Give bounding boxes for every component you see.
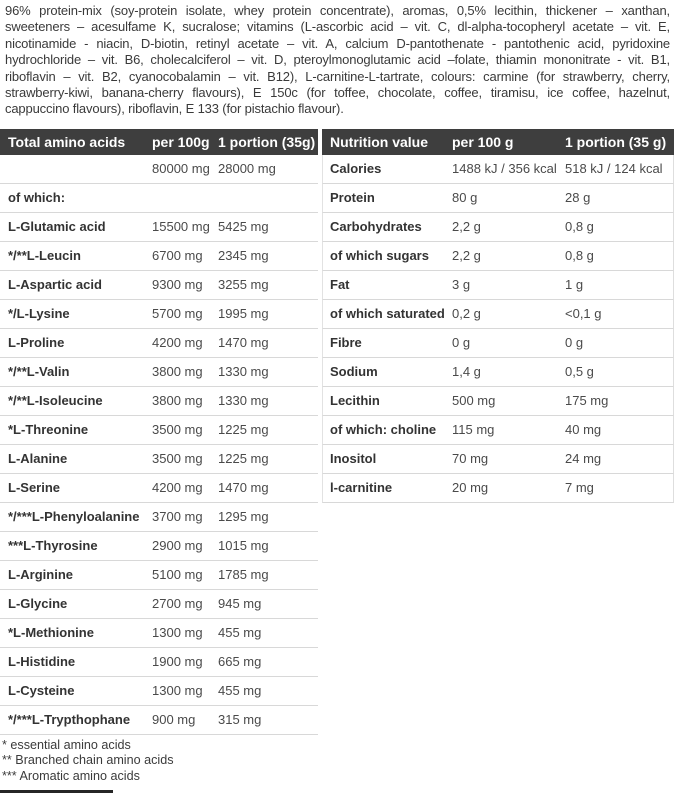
table-row — [0, 300, 318, 329]
amino-per-100g-cell: 5700 mg — [152, 306, 203, 322]
nutrition-table-header-row — [322, 129, 674, 155]
table-row — [0, 561, 318, 590]
amino-per-100g-cell: 15500 mg — [152, 219, 210, 235]
amino-name-cell: */**L-Isoleucine — [8, 393, 103, 409]
amino-portion-cell: 665 mg — [218, 654, 262, 670]
footnote-aromatic: *** Aromatic amino acids — [2, 768, 140, 783]
table-row — [322, 474, 674, 503]
amino-name-cell: L-Aspartic acid — [8, 277, 102, 293]
table-row — [0, 155, 318, 184]
amino-name-cell: L-Arginine — [8, 567, 73, 583]
amino-portion-cell: 315 mg — [218, 712, 262, 728]
amino-name-cell: *L-Methionine — [8, 625, 94, 641]
amino-name-cell: */***L-Phenyloalanine — [8, 509, 140, 525]
table-row — [0, 503, 318, 532]
amino-header-portion: 1 portion (35g) — [218, 133, 316, 150]
amino-per-100g-cell: 1300 mg — [152, 683, 203, 699]
amino-per-100g-cell: 4200 mg — [152, 480, 203, 496]
amino-name-cell: L-Glutamic acid — [8, 219, 106, 235]
amino-name-cell: */L-Lysine — [8, 306, 70, 322]
nutrition-portion-cell: 28 g — [565, 190, 591, 206]
amino-portion-cell: 1225 mg — [218, 451, 269, 467]
table-row — [322, 300, 674, 329]
amino-header-title: Total amino acids — [8, 133, 126, 150]
nutrition-portion-cell: 40 mg — [565, 422, 602, 438]
amino-portion-cell: 1995 mg — [218, 306, 269, 322]
amino-per-100g-cell: 4200 mg — [152, 335, 203, 351]
amino-per-100g-cell: 3700 mg — [152, 509, 203, 525]
amino-portion-cell: 2345 mg — [218, 248, 269, 264]
nutrition-name-cell: of which saturated — [330, 306, 445, 322]
nutrition-portion-cell: 24 mg — [565, 451, 602, 467]
footnote-branched-chain: ** Branched chain amino acids — [2, 753, 174, 768]
nutrition-per-100g-cell: 115 mg — [452, 422, 495, 438]
nutrition-per-100g-cell: 2,2 g — [452, 219, 481, 235]
footnote-essential: * essential amino acids — [2, 737, 131, 752]
table-row — [0, 416, 318, 445]
amino-per-100g-cell: 9300 mg — [152, 277, 203, 293]
amino-portion-cell: 455 mg — [218, 625, 262, 641]
amino-portion-cell: 1330 mg — [218, 393, 269, 409]
amino-name-cell: */***L-Trypthophane — [8, 712, 131, 728]
table-row — [0, 358, 318, 387]
table-row — [0, 242, 318, 271]
nutrition-per-100g-cell: 80 g — [452, 190, 478, 206]
table-row — [0, 706, 318, 735]
table-row — [322, 329, 674, 358]
amino-portion-cell: 28000 mg — [218, 161, 276, 177]
amino-per-100g-cell: 2900 mg — [152, 538, 203, 554]
table-row — [0, 648, 318, 677]
nutrition-name-cell: l-carnitine — [330, 480, 393, 496]
table-row — [0, 677, 318, 706]
amino-table-body — [0, 155, 318, 735]
table-row — [322, 242, 674, 271]
amino-portion-cell: 455 mg — [218, 683, 262, 699]
tables-container — [0, 129, 674, 735]
amino-portion-cell: 1470 mg — [218, 335, 269, 351]
nutrition-header-per-100g: per 100 g — [452, 133, 514, 150]
table-row — [0, 590, 318, 619]
amino-portion-cell: 1225 mg — [218, 422, 269, 438]
amino-per-100g-cell: 6700 mg — [152, 248, 203, 264]
nutrition-portion-cell: 0,8 g — [565, 219, 594, 235]
nutrition-name-cell: Carbohydrates — [330, 219, 422, 235]
amino-portion-cell: 3255 mg — [218, 277, 269, 293]
amino-per-100g-cell: 1300 mg — [152, 625, 203, 641]
nutrition-header-portion: 1 portion (35 g) — [565, 133, 667, 150]
amino-name-cell: L-Proline — [8, 335, 65, 351]
table-row — [322, 416, 674, 445]
amino-per-100g-cell: 80000 mg — [152, 161, 210, 177]
nutrition-name-cell: of which sugars — [330, 248, 429, 264]
amino-portion-cell: 1295 mg — [218, 509, 269, 525]
amino-header-per-100g: per 100g — [152, 133, 210, 150]
nutrition-per-100g-cell: 0 g — [452, 335, 471, 351]
amino-table-header-row — [0, 129, 318, 155]
amino-portion-cell: 1470 mg — [218, 480, 269, 496]
nutrition-per-100g-cell: 1488 kJ / 356 kcal — [452, 161, 557, 177]
table-row — [322, 271, 674, 300]
amino-name-cell: */**L-Valin — [8, 364, 70, 380]
nutrition-value-table — [322, 129, 674, 503]
amino-per-100g-cell: 1900 mg — [152, 654, 203, 670]
nutrition-per-100g-cell: 20 mg — [452, 480, 489, 496]
amino-name-cell: L-Cysteine — [8, 683, 75, 699]
amino-per-100g-cell: 2700 mg — [152, 596, 203, 612]
table-row — [322, 387, 674, 416]
amino-name-cell: L-Histidine — [8, 654, 76, 670]
footnotes — [2, 738, 674, 784]
ingredients-paragraph: 96% protein-mix (soy-protein isolate, whey protein concentrate), aromas, 0,5% lecithin, thickener – xanthan, sweeteners – acesulfame K, sucralose; vitamins (L-ascorbic acid – vit. C, dl-alpha-tocopheryl acetate – vit. E, nicotinamide - niacin, D-biotin, retinyl acetate – vit. A, calcium D-pantothenate - pantothenic acid, pyridoxine hydrochloride – vit. B6, cholecalciferol – vit. D, pteroylmonoglutamic acid –folate, thiamin mononitrate - vit. B1, riboflavin – vit. B2, cyanocobalamin – vit. B12), L-carnitine-L-tartrate, colours: carmine (for strawberry, cherry, strawberry-kiwi, banana-cherry flavours), E 150c (for toffee, chocolate, coffee, tiramisu, ice coffee, hazelnut, cappuccino flavours), riboflavin, E 133 (for pistachio flavour). — [5, 3, 670, 117]
nutrition-per-100g-cell: 3 g — [452, 277, 471, 293]
nutrition-name-cell: Protein — [330, 190, 375, 206]
amino-name-cell: L-Glycine — [8, 596, 68, 612]
amino-per-100g-cell: 3500 mg — [152, 451, 203, 467]
nutrition-per-100g-cell: 500 mg — [452, 393, 496, 409]
nutrition-table-body — [322, 155, 674, 503]
table-row — [0, 532, 318, 561]
nutrition-portion-cell: 7 mg — [565, 480, 594, 496]
nutrition-portion-cell: 518 kJ / 124 kcal — [565, 161, 663, 177]
amino-name-cell: ***L-Thyrosine — [8, 538, 98, 554]
nutrition-name-cell: Fibre — [330, 335, 362, 351]
nutrition-portion-cell: 0 g — [565, 335, 584, 351]
amino-name-cell: L-Serine — [8, 480, 61, 496]
amino-per-100g-cell: 5100 mg — [152, 567, 203, 583]
nutrition-per-100g-cell: 0,2 g — [452, 306, 481, 322]
nutrition-per-100g-cell: 1,4 g — [452, 364, 481, 380]
amino-portion-cell: 1015 mg — [218, 538, 269, 554]
nutrition-name-cell: of which: choline — [330, 422, 437, 438]
table-row — [322, 184, 674, 213]
table-row — [0, 184, 318, 213]
amino-name-cell: *L-Threonine — [8, 422, 89, 438]
amino-per-100g-cell: 3800 mg — [152, 364, 203, 380]
amino-name-cell: */**L-Leucin — [8, 248, 81, 264]
amino-portion-cell: 1330 mg — [218, 364, 269, 380]
table-row — [322, 358, 674, 387]
table-row — [0, 329, 318, 358]
amino-portion-cell: 945 mg — [218, 596, 262, 612]
amino-name-cell: of which: — [8, 190, 66, 206]
nutrition-header-title: Nutrition value — [330, 133, 429, 150]
amino-acids-table — [0, 129, 318, 735]
nutrition-per-100g-cell: 70 mg — [452, 451, 489, 467]
nutrition-portion-cell: 0,5 g — [565, 364, 594, 380]
table-row — [0, 445, 318, 474]
nutrition-name-cell: Calories — [330, 161, 382, 177]
nutrition-name-cell: Fat — [330, 277, 350, 293]
table-row — [322, 213, 674, 242]
amino-portion-cell: 1785 mg — [218, 567, 269, 583]
table-row — [322, 155, 674, 184]
table-row — [0, 213, 318, 242]
table-row — [0, 474, 318, 503]
nutrition-portion-cell: 0,8 g — [565, 248, 594, 264]
nutrition-portion-cell: 175 mg — [565, 393, 609, 409]
amino-per-100g-cell: 3800 mg — [152, 393, 203, 409]
table-row — [0, 387, 318, 416]
amino-name-cell: L-Alanine — [8, 451, 68, 467]
nutrition-name-cell: Inositol — [330, 451, 377, 467]
nutrition-name-cell: Sodium — [330, 364, 378, 380]
nutrition-name-cell: Lecithin — [330, 393, 380, 409]
table-row — [0, 619, 318, 648]
amino-per-100g-cell: 900 mg — [152, 712, 196, 728]
table-row — [322, 445, 674, 474]
table-row — [0, 271, 318, 300]
nutrition-portion-cell: <0,1 g — [565, 306, 602, 322]
amino-per-100g-cell: 3500 mg — [152, 422, 203, 438]
nutrition-per-100g-cell: 2,2 g — [452, 248, 481, 264]
amino-portion-cell: 5425 mg — [218, 219, 269, 235]
nutrition-portion-cell: 1 g — [565, 277, 584, 293]
